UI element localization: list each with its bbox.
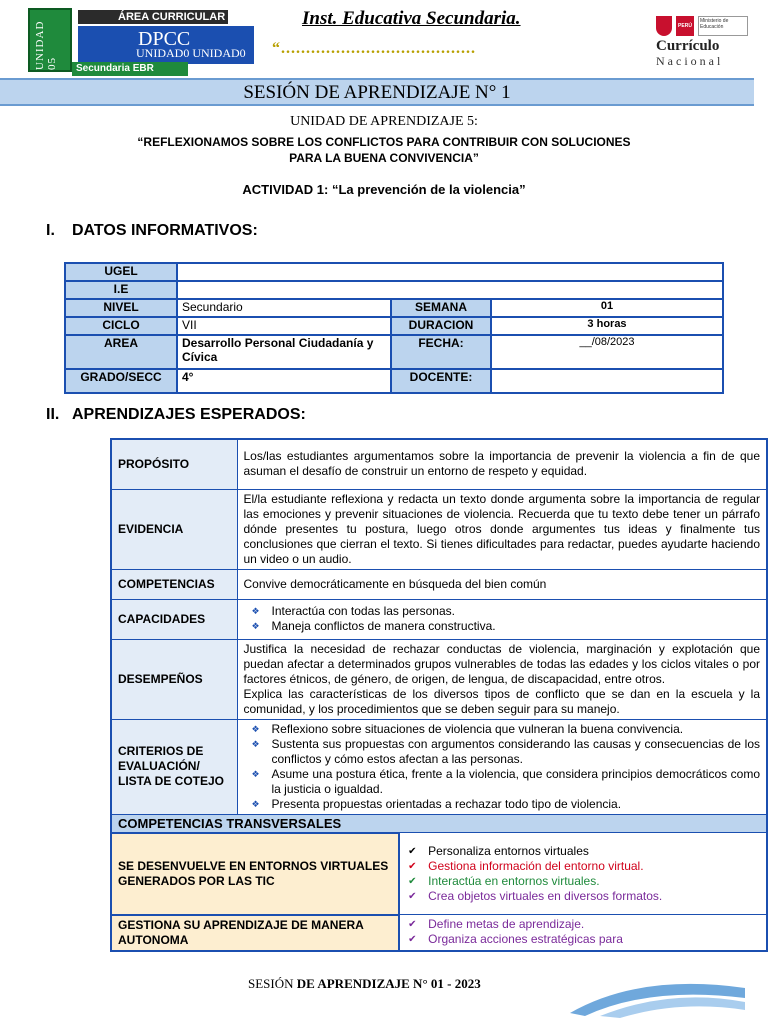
ie-label: I.E	[65, 281, 177, 299]
list-item: ✔ Define metas de aprendizaje.	[408, 917, 760, 932]
logo-curriculo: Currículo	[656, 38, 720, 54]
footer-prefix: SESIÓN	[248, 976, 294, 991]
table-row	[111, 569, 767, 599]
desempenos-text-2: Explica las características de los diversos tipos de conflicto que se dan en la escuela y la comunidad, y los procedimientos que se deben seguir para su manejo.	[243, 686, 760, 716]
gestiona-label: GESTIONA SU APRENDIZAJE DE MANERA AUTONOMA	[111, 915, 399, 951]
aprendizajes-table	[110, 438, 768, 952]
badge-area-label: ÁREA CURRICULAR	[78, 10, 228, 24]
logo-peru: PERÚ	[676, 16, 694, 36]
transversales-header: COMPETENCIAS TRANSVERSALES	[111, 814, 767, 833]
table-row	[65, 299, 723, 317]
list-item: ❖ Presenta propuestas orientadas a rechazar todo tipo de violencia.	[252, 797, 761, 812]
area-value: Desarrollo Personal Ciudadanía y Cívica	[177, 335, 391, 369]
table-row	[111, 489, 767, 569]
table-row	[111, 599, 767, 639]
section-datos-heading	[46, 222, 258, 240]
docente-label: DOCENTE:	[391, 369, 491, 393]
table-row	[65, 335, 723, 369]
footer-bold: DE APRENDIZAJE N° 01 - 2023	[293, 976, 481, 991]
institution-placeholder: “.......................................	[272, 40, 476, 57]
criterios-list	[244, 722, 761, 812]
tic-list	[400, 844, 760, 904]
badge-code: DPCC	[138, 28, 191, 50]
footer-wave-decoration	[560, 968, 750, 1018]
tic-label: SE DESENVUELVE EN ENTORNOS VIRTUALES GENERADOS POR LAS TIC	[111, 833, 399, 915]
section-number: II.	[46, 406, 60, 423]
list-item: ❖ Maneja conflictos de manera constructiva.	[252, 619, 761, 634]
section-aprendizajes-heading	[46, 406, 306, 424]
table-row	[111, 814, 767, 833]
list-item: ✔ Personaliza entornos virtuales	[408, 844, 760, 859]
ie-value	[177, 281, 723, 299]
logo-ministry: Ministerio de Educación	[698, 16, 748, 36]
list-item: ❖ Reflexiono sobre situaciones de violencia que vulneran la buena convivencia.	[252, 722, 761, 737]
badge-level: Secundaria EBR	[72, 62, 188, 76]
evidencia-text: El/la estudiante reflexiona y redacta un texto donde argumenta sobre la importancia de regular las emociones y prevenir situaciones de violencia. Recuerda que tu texto debe tener un párrafo dónde presentes tu postura, luego otros donde argumentes tus ideas y finalmente tus conclusiones que cierran el texto. Si tienes dificultades para redactar, puedes ayudarte haciendo un video o un audio.	[237, 489, 767, 569]
table-row	[111, 639, 767, 719]
table-row	[65, 369, 723, 393]
badge-sub: UNIDAD0 UNIDAD0	[136, 46, 246, 60]
badge-code-block	[78, 26, 254, 64]
session-title: SESIÓN DE APRENDIZAJE N° 1	[0, 78, 754, 106]
ugel-label: UGEL	[65, 263, 177, 281]
institution-name: Inst. Educativa Secundaria.	[302, 8, 521, 29]
proposito-text: Los/las estudiantes argumentamos sobre la importancia de prevenir la violencia a fin de que asuman el desafío de construir un entorno de respeto y equidad.	[237, 439, 767, 489]
section-title: DATOS INFORMATIVOS:	[72, 222, 258, 239]
list-item: ✔ Crea objetos virtuales en diversos formatos.	[408, 889, 760, 904]
desempenos-cell	[237, 639, 767, 719]
gestiona-list	[400, 917, 760, 947]
tic-cell	[399, 833, 767, 915]
table-row	[111, 719, 767, 814]
table-row	[65, 263, 723, 281]
unit-description: “REFLEXIONAMOS SOBRE LOS CONFLICTOS PARA CONTRIBUIR CON SOLUCIONES PARA LA BUENA CONVIVENCIA”	[137, 135, 631, 165]
grado-value: 4°	[177, 369, 391, 393]
logo-nacional: Nacional	[656, 54, 724, 68]
activity-title: ACTIVIDAD 1: “La prevención de la violencia”	[242, 182, 526, 197]
capacidades-cell	[237, 599, 767, 639]
table-row	[111, 439, 767, 489]
area-label: AREA	[65, 335, 177, 369]
list-item: ✔ Interactúa en entornos virtuales.	[408, 874, 760, 889]
duracion-value: 3 horas	[491, 317, 723, 335]
ugel-value	[177, 263, 723, 281]
list-item: ❖ Sustenta sus propuestas con argumentos considerando las causas y consecuencias de los conflictos y cómo estos afectan a las personas.	[252, 737, 761, 767]
fecha-value: __/08/2023	[491, 335, 723, 369]
gestiona-cell	[399, 915, 767, 951]
ciclo-value: VII	[177, 317, 391, 335]
fecha-label: FECHA:	[391, 335, 491, 369]
curriculo-nacional-logo	[656, 14, 756, 68]
capacidades-label: CAPACIDADES	[111, 599, 237, 639]
table-row	[65, 317, 723, 335]
nivel-value: Secundario	[177, 299, 391, 317]
desempenos-label: DESEMPEÑOS	[111, 639, 237, 719]
unit-title: UNIDAD DE APRENDIZAJE 5:	[290, 114, 478, 129]
grado-label: GRADO/SECC	[65, 369, 177, 393]
badge-unit-text: UNIDAD 05	[34, 20, 58, 70]
section-number: I.	[46, 222, 55, 239]
list-item: ❖ Asume una postura ética, frente a la violencia, que considera principios democráticos como la justicia o igualdad.	[252, 767, 761, 797]
list-item: ✔ Gestiona información del entorno virtual.	[408, 859, 760, 874]
table-row	[111, 833, 767, 915]
capacidades-list	[244, 604, 761, 634]
table-row	[65, 281, 723, 299]
competencias-text: Convive democráticamente en búsqueda del bien común	[237, 569, 767, 599]
desempenos-text-1: Justifica la necesidad de rechazar conductas de violencia, marginación y explotación que puedan afectar a determinados grupos vulnerables de todas las edades y los ciclos vitales o por factores étnicos, de género, de origen, de lengua, de discapacidad, entre otros.	[243, 641, 760, 686]
list-item: ❖ Interactúa con todas las personas.	[252, 604, 761, 619]
footer-text	[248, 976, 481, 992]
docente-value	[491, 369, 723, 393]
semana-label: SEMANA	[391, 299, 491, 317]
evidencia-label: EVIDENCIA	[111, 489, 237, 569]
nivel-label: NIVEL	[65, 299, 177, 317]
criterios-label: CRITERIOS DE EVALUACIÓN/ LISTA DE COTEJO	[111, 719, 237, 814]
proposito-label: PROPÓSITO	[111, 439, 237, 489]
datos-table	[64, 262, 724, 394]
competencias-label: COMPETENCIAS	[111, 569, 237, 599]
list-item: ✔ Organiza acciones estratégicas para	[408, 932, 760, 947]
section-title: APRENDIZAJES ESPERADOS:	[72, 406, 306, 423]
semana-value: 01	[491, 299, 723, 317]
peru-shield-icon	[656, 16, 672, 36]
duracion-label: DURACION	[391, 317, 491, 335]
badge-unit-block	[28, 8, 72, 72]
ciclo-label: CICLO	[65, 317, 177, 335]
unit-badge	[28, 8, 246, 74]
table-row	[111, 915, 767, 951]
criterios-cell	[237, 719, 767, 814]
